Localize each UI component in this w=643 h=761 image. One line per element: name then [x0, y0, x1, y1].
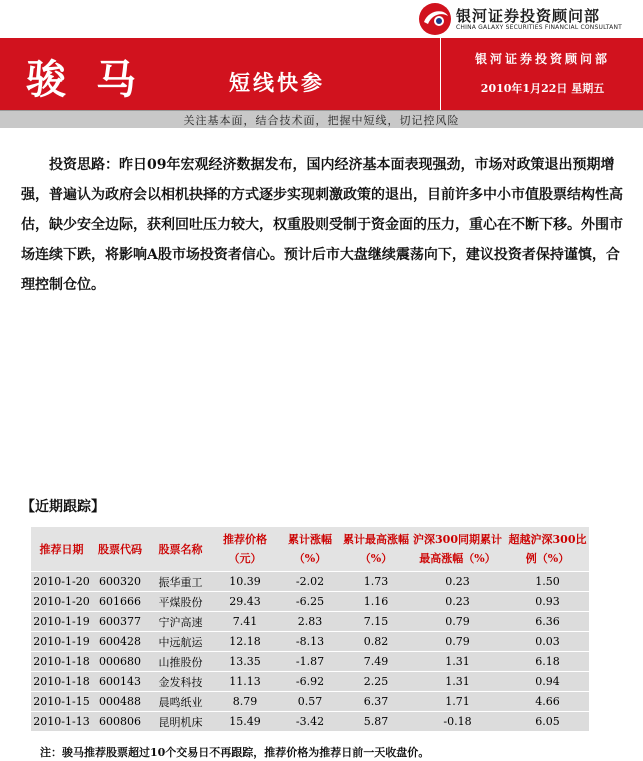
- cell-outperform: 0.93: [506, 592, 589, 612]
- cell-index-max-gain: 1.31: [409, 672, 506, 692]
- column-header: 推荐日期: [31, 527, 92, 572]
- cell-date: 2010-1-19: [31, 632, 92, 652]
- cell-price: 11.13: [213, 672, 277, 692]
- cell-date: 2010-1-15: [31, 692, 92, 712]
- cell-stock-name: 昆明机床: [148, 712, 213, 732]
- cell-max-gain: 2.25: [343, 672, 409, 692]
- cell-cum-gain: -6.92: [277, 672, 343, 692]
- cell-price: 13.35: [213, 652, 277, 672]
- cell-date: 2010-1-20: [31, 592, 92, 612]
- table-header-row: [31, 527, 589, 572]
- cell-index-max-gain: 1.31: [409, 652, 506, 672]
- cell-index-max-gain: 0.23: [409, 592, 506, 612]
- cell-outperform: 6.05: [506, 712, 589, 732]
- cell-max-gain: 1.73: [343, 572, 409, 592]
- cell-code: 000488: [92, 692, 148, 712]
- cell-cum-gain: -8.13: [277, 632, 343, 652]
- cell-max-gain: 6.37: [343, 692, 409, 712]
- cell-outperform: 0.94: [506, 672, 589, 692]
- cell-code: 600143: [92, 672, 148, 692]
- cell-price: 10.39: [213, 572, 277, 592]
- cell-price: 12.18: [213, 632, 277, 652]
- cell-price: 7.41: [213, 612, 277, 632]
- cell-code: 600377: [92, 612, 148, 632]
- tracking-table: [31, 527, 589, 731]
- cell-outperform: 4.66: [506, 692, 589, 712]
- table-row: [31, 712, 589, 732]
- logo-english-text: CHINA GALAXY SECURITIES FINANCIAL CONSULTANT: [456, 24, 623, 31]
- cell-max-gain: 5.87: [343, 712, 409, 732]
- cell-max-gain: 1.16: [343, 592, 409, 612]
- table-row: [31, 632, 589, 652]
- cell-date: 2010-1-18: [31, 652, 92, 672]
- column-header: 累计最高涨幅（%）: [343, 527, 409, 572]
- cell-date: 2010-1-19: [31, 612, 92, 632]
- cell-index-max-gain: 1.71: [409, 692, 506, 712]
- cell-date: 2010-1-18: [31, 672, 92, 692]
- cell-outperform: 6.18: [506, 652, 589, 672]
- banner-company: 银河证券投资顾问部: [474, 52, 610, 66]
- report-date: 2010年1月22日 星期五: [480, 82, 605, 95]
- column-header: 累计涨幅（%）: [277, 527, 343, 572]
- column-header: 沪深300同期累计最高涨幅（%）: [409, 527, 506, 572]
- cell-cum-gain: -2.02: [277, 572, 343, 592]
- cell-code: 600428: [92, 632, 148, 652]
- column-header: 股票代码: [92, 527, 148, 572]
- cell-stock-name: 晨鸣纸业: [148, 692, 213, 712]
- table-row: [31, 572, 589, 592]
- report-subtitle: 短线快参: [229, 70, 325, 95]
- logo-chinese-text: 银河证券投资顾问部: [456, 7, 601, 25]
- table-row: [31, 692, 589, 712]
- table-row: [31, 612, 589, 632]
- cell-code: 601666: [92, 592, 148, 612]
- table-row: [31, 592, 589, 612]
- tracking-section-title: 【近期跟踪】: [21, 499, 105, 515]
- cell-index-max-gain: 0.79: [409, 632, 506, 652]
- title-banner: [0, 38, 643, 110]
- cell-cum-gain: -1.87: [277, 652, 343, 672]
- cell-index-max-gain: -0.18: [409, 712, 506, 732]
- cell-cum-gain: -3.42: [277, 712, 343, 732]
- cell-price: 15.49: [213, 712, 277, 732]
- cell-stock-name: 山推股份: [148, 652, 213, 672]
- cell-price: 29.43: [213, 592, 277, 612]
- cell-max-gain: 0.82: [343, 632, 409, 652]
- slogan-text: 关注基本面，结合技术面，把握中短线，切记控风险: [183, 114, 460, 127]
- cell-date: 2010-1-13: [31, 712, 92, 732]
- galaxy-logo-icon: [418, 2, 452, 36]
- cell-index-max-gain: 0.23: [409, 572, 506, 592]
- cell-price: 8.79: [213, 692, 277, 712]
- slogan-bar: [0, 110, 643, 128]
- cell-outperform: 0.03: [506, 632, 589, 652]
- cell-code: 600806: [92, 712, 148, 732]
- investment-thinking-paragraph: 投资思路：昨日09年宏观经济数据发布，国内经济基本面表现强劲，市场对政策退出预期增强，普遍认为政府会以相机抉择的方式逐步实现刺激政策的退出，目前许多中小市值股票结构性高估，缺少安全边际，获利回吐压力较大，权重股则受制于资金面的压力，重心在不断下移。外围市场连续下跌，将影响A股市场投资者信心。预计后市大盘继续震荡向下，建议投资者保持谨慎，合理控制仓位。: [21, 157, 623, 293]
- cell-stock-name: 中远航运: [148, 632, 213, 652]
- cell-stock-name: 宁沪高速: [148, 612, 213, 632]
- cell-stock-name: 金发科技: [148, 672, 213, 692]
- cell-date: 2010-1-20: [31, 572, 92, 592]
- table-row: [31, 672, 589, 692]
- cell-cum-gain: -6.25: [277, 592, 343, 612]
- cell-outperform: 6.36: [506, 612, 589, 632]
- banner-info-block: [440, 38, 643, 110]
- cell-max-gain: 7.15: [343, 612, 409, 632]
- table-row: [31, 652, 589, 672]
- company-logo: [418, 2, 643, 38]
- cell-max-gain: 7.49: [343, 652, 409, 672]
- cell-code: 000680: [92, 652, 148, 672]
- column-header: 股票名称: [148, 527, 213, 572]
- report-title: 骏马: [26, 56, 166, 103]
- cell-outperform: 1.50: [506, 572, 589, 592]
- cell-stock-name: 振华重工: [148, 572, 213, 592]
- column-header: 推荐价格（元）: [213, 527, 277, 572]
- column-header: 超越沪深300比例（%）: [506, 527, 589, 572]
- cell-stock-name: 平煤股份: [148, 592, 213, 612]
- cell-code: 600320: [92, 572, 148, 592]
- cell-cum-gain: 2.83: [277, 612, 343, 632]
- footnote: 注：骏马推荐股票超过10个交易日不再跟踪，推荐价格为推荐日前一天收盘价。: [40, 746, 430, 759]
- cell-index-max-gain: 0.79: [409, 612, 506, 632]
- cell-cum-gain: 0.57: [277, 692, 343, 712]
